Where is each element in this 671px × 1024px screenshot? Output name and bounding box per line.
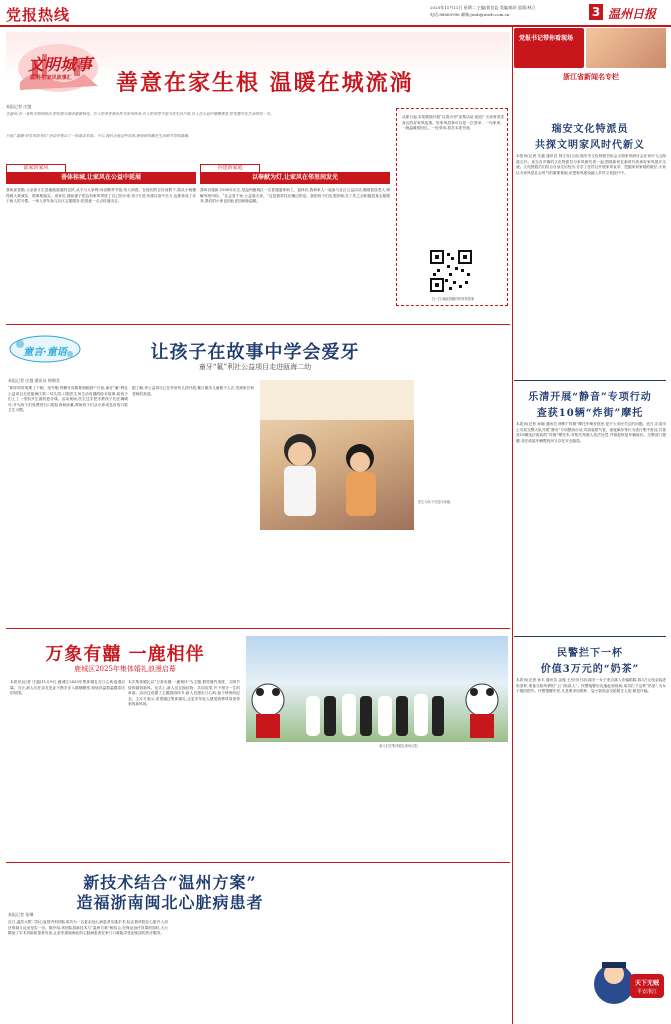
banner-byline: 本报记者 庄越 — [6, 104, 32, 109]
qr-caption: 扫一扫,就能投稿你的家风故事 — [431, 297, 475, 301]
story-logo — [8, 334, 82, 364]
heart-byline: 本报记者 张琳 — [8, 912, 34, 917]
heart-title-1: 新技术结合“温州方案” — [83, 873, 257, 892]
safety-stamp — [590, 944, 666, 1020]
right-divider-2 — [514, 636, 666, 637]
story-photo — [260, 380, 414, 530]
mid-title: 以奉献为灯,让家风在邻里间发光 — [251, 174, 339, 181]
heart-body: 近日,温医大附二院心血管内科团队成功为一名复杂冠心病患者实施手术,标志着该院在心脏介入治疗领域又迈出坚实一步。据介绍,该团队将新技术与“温州方案”相结合,在保证治疗效果的同时,大大降低了手术风险和患者负担,让更多浙南闽北的心脏病患者在家门口就能享受到优质的医疗服务。 — [8, 920, 168, 936]
paper-name: 温州日报 — [608, 7, 657, 21]
notice-box — [396, 108, 508, 306]
mid-body: 我叫谷建新,1958年出生,是温州鹿城区一名普通退休职工。退休后,我和家人一起参与社区公益活动,照顾独居老人,调解邻里纠纷。“社会是个家,公益靠大家。”这是我常挂在嘴边的话。我的孩子们也受影响,在工作之余积极投身志愿服务,我们的小家也因此更加和睦温暖。 — [200, 188, 390, 204]
story-body-2: 据了解,该公益项目已在多所幼儿园开展,累计服务儿童数千人次,受到家长和老师的欢迎。 — [132, 386, 254, 396]
story-caption: 医生为孩子们进行涂氟。 — [418, 500, 454, 504]
divider-1 — [6, 324, 510, 325]
right-article-1-body: 本报讯(记者 庄越 通讯员 林文发)日前,瑞安市文化特派员协会文明家风研讨会在该市飞云街道召开。来自各乡镇的文化特派员与家风研究者一起,围绕如何在新时代传承好家风展开交流。文化特派员们结合自身走访经历,分享了在村社开展家风宣讲、挖掘家训家规的做法,大家认为家风是社会风气的重要基础,应把家风建设融入乡村文化振兴中。 — [516, 154, 666, 175]
story-byline: 本报记者 庄越 通讯员 钟朝君 — [8, 378, 60, 383]
banner-headline: 善意在家生根 温暖在城流淌 — [116, 70, 414, 96]
safety-stamp-sub: 平安浙江 — [636, 989, 657, 995]
story-body-continued — [260, 540, 510, 624]
page-number: 3 — [591, 5, 601, 19]
date-line: 2025年11月11日 星期二 主编/贾良益 美编/陈轩 监版/林立 — [430, 5, 536, 10]
divider-3 — [6, 862, 510, 863]
right-article-3-title-1: 民警拦下一杯 — [557, 648, 623, 659]
right-article-2-body: 本报讯(记者 孙娴 通讯员 徐彬)“炸街”摩托车噪音扰民,是不少市民关注的问题。近日,乐清市公安局交警大队开展“静音”专项整治行动,对改装排气管、深夜飙车等行为进行集中查处,共查获10辆违法改装的“炸街”摩托车,对相关驾驶人依法处罚,并督促恢复车辆原状。交警部门提醒,非法改装车辆既扰民又存在安全隐患。 — [516, 422, 666, 443]
right-rail-badge — [514, 28, 584, 68]
left-body: 我叫邱显勤,父亲邱永生是地地道道的农民,从不与人争利;母亲勤劳节俭,待人和善。在他们的言传身教下,我从小就懂得做人要诚实、做事要踏实。成家后,我和妻子把这份家风带进了自己的小家,孩子们在耳濡目染中长大,也都养成了乐于助人的习惯。一家人常年参与社区志愿服务,把善意一点点传递出去。 — [6, 188, 196, 204]
masthead — [0, 0, 671, 26]
wedding-caption: 新人们在集体婚礼现场合影。 — [379, 744, 421, 748]
wedding-body: 本次集体婚礼以“万象有囍 一鹿相伴”为主题,倡导简约适度、文明节俭的婚俗新风。仪式上,新人们互换信物、共同宣誓,许下相守一生的承诺。活动还设置了主题游园环节,新人们漫步江心屿,留下珍贵的纪念。主办方表示,希望通过集体婚礼,让更多年轻人感受到移风易俗带来的新风尚。 — [128, 680, 240, 707]
wedding-title: 万象有囍 一鹿相伴 — [45, 644, 205, 665]
story-logo-text: 童言·童语 — [23, 347, 67, 358]
rail-divider — [512, 26, 513, 1024]
mid-head-text: 谷建新家庭 — [217, 165, 243, 171]
qr-code-icon[interactable] — [429, 249, 473, 293]
right-divider-1 — [514, 380, 666, 381]
story-title: 让孩子在故事中学会爱牙 — [150, 342, 360, 363]
section-name: 党报热线 — [6, 6, 71, 24]
right-rail-photo — [586, 28, 666, 68]
right-article-2-title-2: 查获10辆“炸街”摩托 — [536, 408, 644, 419]
right-article-3-body: 本报讯(记者 孙木 通讯员 金瑞 王东田)日前,瑞安一女子差点落入诈骗陷阱,将3万元现金装进奶茶杯,准备交给所谓的“上门取款人”。民警接警后迅速赶到现场,成功拦下这杯“奶茶”,为女子挽回损失。民警提醒市民,凡是要求用纸杯、袋子装现金交给陌生人的,都是诈骗。 — [516, 678, 666, 694]
heart-body-2 — [172, 920, 332, 1018]
banner-logo-text: 文明城事 — [28, 55, 93, 74]
left-title: 善体桂城,让家风在公益中延展 — [60, 174, 142, 181]
wedding-photo — [246, 636, 508, 742]
banner-lead: 在温州,有一条叫文明的纽带,把家庭与城市紧紧相连。有人把孝老爱亲作为家风传承,有人把邻里守望当作生活日常,有人在公益中播撒善意,把笔墨写在生活的每一页。 — [6, 112, 274, 116]
left-head-text: 邱家的家风 — [23, 165, 49, 171]
wedding-byline: 本报讯(记者 庄越)11月9日,鹿城区2025年集体婚礼在江心屿浪漫启幕。当天,新人们在亲友见证下携手步入婚姻殿堂,现场洋溢着温馨喜庆的氛围。 — [10, 680, 125, 696]
heart-title-2: 造福浙南闽北心脏病患者 — [76, 893, 264, 912]
divider-2 — [6, 628, 510, 629]
masthead-rule — [0, 25, 671, 27]
banner-logo-sub: 温州·好家风故事汇 — [30, 75, 72, 81]
right-article-1-title-1: 瑞安文化特派员 — [551, 124, 629, 135]
top-banner — [6, 32, 510, 102]
right-article-1-title-2: 共探文明家风时代新义 — [535, 140, 645, 151]
banner-logo — [14, 38, 102, 96]
right-article-2-title-1: 乐清开展“静音”专项行动 — [528, 392, 652, 403]
phone-line: 电话:88869996 邮箱:jwzb@wzrb.com.cn — [430, 12, 510, 17]
right-rail-region-title: 浙江省新闻名专栏 — [563, 72, 619, 81]
notice-text: 从即日起,本报继续开展“以善为邻”征集活动,欢迎广大读者讲述身边的好家风故事。好家风故事可以是一次善举、一句家训、一段温暖的回忆。一经采用,将在本报刊登。 — [402, 115, 504, 131]
wedding-subtitle: 鹿城区2025年集体婚礼浪漫启幕 — [74, 665, 176, 673]
safety-stamp-text: 天下无贼 — [634, 980, 659, 987]
heart-body-3 — [336, 870, 510, 1018]
story-subtitle: 童牙“氟”利社公益项目走进瓯海二幼 — [198, 363, 312, 371]
left-title-bar — [6, 172, 196, 184]
right-article-3-title-2: 价值3万元的“奶茶” — [540, 664, 640, 675]
banner-lead-2: 日前,“温暖·好家风故事汇”活动评选出了一批最美家庭。今天,我们走进这些家庭,感受那份藏在生活细节里的温暖。 — [6, 134, 192, 138]
story-body: “刷牙的时候要上下刷、里外刷,每颗牙齿都要照顾到!”日前,童牙“氟”利社公益项目走进瓯海区第二幼儿园,口腔医生用生动有趣的绘本故事,给孩子们上了一堂别开生面的爱牙课。活动现场,医生还手把手教孩子们正确刷牙,并为孩子们免费进行口腔检查和涂氟,帮助孩子们从小养成良好的口腔卫生习惯。 — [8, 386, 128, 413]
mid-title-bar — [200, 172, 390, 184]
right-rail-badge-text: 党报书记带你看现场 — [519, 35, 574, 42]
